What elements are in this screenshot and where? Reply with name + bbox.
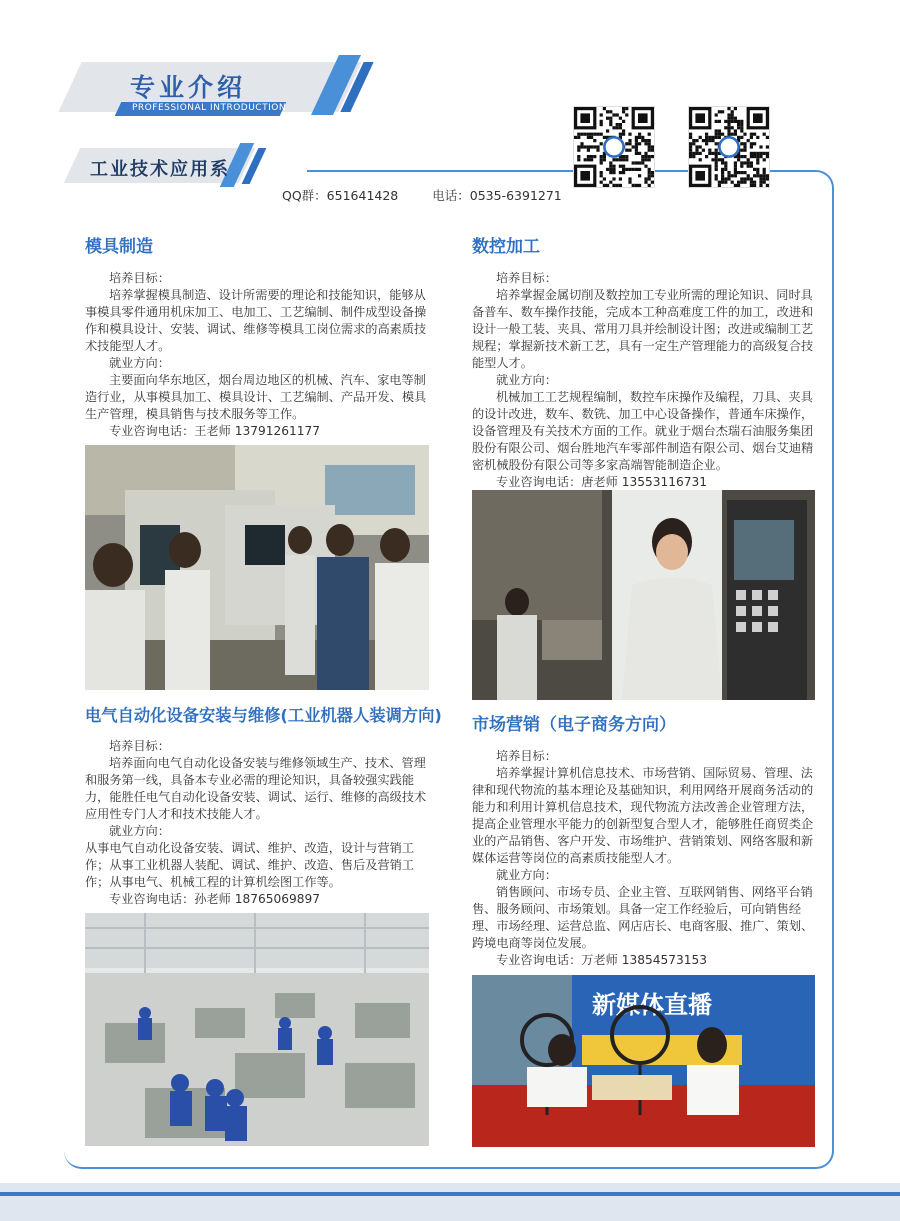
qr-code-icon[interactable]	[688, 106, 770, 188]
page-subtitle-en: PROFESSIONAL INTRODUCTION	[132, 103, 287, 113]
footer-stripe	[0, 1192, 900, 1196]
goal-label: 培养目标：	[109, 271, 170, 285]
footer-band	[0, 1183, 900, 1221]
goal-label: 培养目标：	[496, 271, 557, 285]
photo-mold-workshop	[85, 445, 429, 690]
section-title-electric: 电气自动化设备安装与维修(工业机器人装调方向)	[85, 706, 442, 725]
section-title-marketing: 市场营销（电子商务方向）	[472, 715, 676, 735]
photo-electric-workshop	[85, 913, 429, 1146]
career-text: 销售顾问、市场专员、企业主管、互联网销售、网络平台销售、服务顾问、市场策划。具备一定工作经验后，可向销售经理、市场经理、运营总监、网店店长、电商客服、推广、策划、跨境电商等岗位发展。	[472, 885, 814, 950]
goal-text: 培养掌握计算机信息技术、市场营销、国际贸易、管理、法律和现代物流的基本理论及基础知识，利用网络开展商务活动的能力和利用计算机信息技术，现代物流方法改善企业管理方法，提高企业管理水平能力的创新型复合型人才，能够胜任商贸类企业的产品销售、客户开发、市场维护、营销策划、网络客服和新媒体运营等岗位的高素质技能型人才。	[472, 766, 814, 865]
career-label: 就业方向：	[496, 868, 557, 882]
goal-text: 培养掌握金属切削及数控加工专业所需的理论知识、同时具备普车、数车操作技能，完成本工种高难度工件的加工，改进和设计一般工装、夹具、常用刀具并绘制设计图；改进或编制工艺规程；掌握新技术新工艺，具有一定生产管理能力的高级复合技能型人才。	[472, 288, 814, 370]
consult-phone: 专业咨询电话：唐老师 13553116731	[496, 475, 708, 489]
qr-code-icon[interactable]	[573, 106, 655, 188]
career-label: 就业方向：	[109, 356, 170, 370]
photo-cnc-operation	[472, 490, 815, 700]
section-body-electric	[85, 738, 433, 908]
goal-text: 培养掌握模具制造、设计所需要的理论和技能知识，能够从事模具零件通用机床加工、电加工、工艺编制、制件成型设备操作和模具设计、安装、调试、维修等模具工岗位需求的高素质技术技能型人才。	[85, 288, 427, 353]
contact-info	[282, 186, 596, 204]
career-text: 从事电气自动化设备安装、调试、维护、改造，设计与营销工作；从事工业机器人装配、调试、维护、改造、售后及营销工作；从事电气、机械工程的计算机绘图工作等。	[85, 841, 415, 889]
goal-label: 培养目标：	[496, 749, 557, 763]
career-text: 主要面向华东地区，烟台周边地区的机械、汽车、家电等制造行业，从事模具加工、模具设计、工艺编制、产品开发、模具生产管理，模具销售与技术服务等工作。	[85, 373, 427, 421]
goal-label: 培养目标：	[109, 739, 170, 753]
section-body-mold	[85, 270, 433, 440]
photo-livestream	[472, 975, 815, 1147]
section-body-marketing	[472, 748, 818, 969]
section-body-cnc	[472, 270, 818, 491]
section-title-mold: 模具制造	[85, 237, 153, 257]
livestream-banner-text: 新媒体直播	[592, 991, 712, 1019]
section-title-cnc: 数控加工	[472, 237, 540, 257]
qq-group: QQ群：651641428	[282, 188, 399, 203]
career-label: 就业方向：	[496, 373, 557, 387]
consult-phone: 专业咨询电话：孙老师 18765069897	[109, 892, 321, 906]
career-label: 就业方向：	[109, 824, 170, 838]
phone-number: 电话：0535-6391271	[432, 188, 562, 203]
consult-phone: 专业咨询电话：王老师 13791261177	[109, 424, 321, 438]
career-text: 机械加工工艺规程编制，数控车床操作及编程，刀具、夹具的设计改进，数车、数铣、加工中心设备操作，普通车床操作，设备管理及有关技术方面的工作。就业于烟台杰瑞石油服务集团股份有限公司、烟台胜地汽车零部件制造有限公司、烟台艾迪精密机械股份有限公司等多家高端智能制造企业。	[472, 390, 814, 472]
page-title: 专业介绍	[130, 73, 247, 102]
consult-phone: 专业咨询电话：万老师 13854573153	[496, 953, 708, 967]
goal-text: 培养面向电气自动化设备安装与维修领域生产、技术、管理和服务第一线，具备本专业必需的理论知识，具备较强实践能力，能胜任电气自动化设备安装、调试、运行、维修的高级技术应用性专门人才和技术技能人才。	[85, 756, 427, 821]
department-title: 工业技术应用系	[90, 159, 230, 180]
